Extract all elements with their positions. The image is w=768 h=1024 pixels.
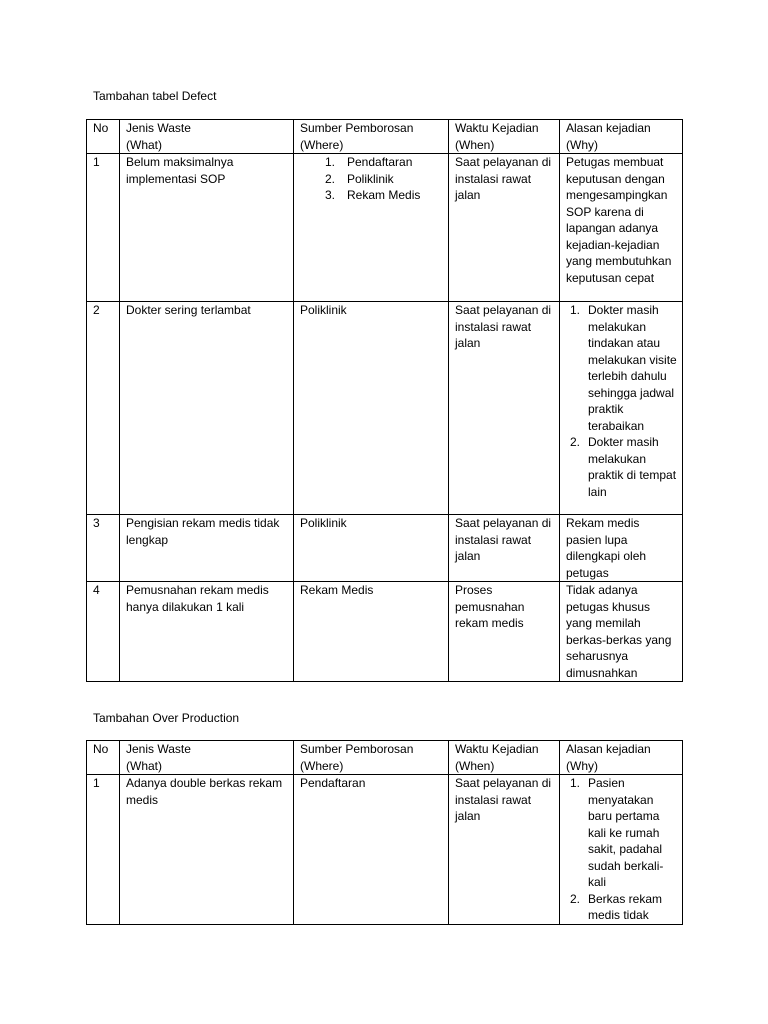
cell-where: Poliklinik [294, 515, 449, 582]
list-number: 2. [325, 171, 336, 186]
cell-what: Pengisian rekam medis tidak lengkap [120, 515, 294, 582]
header-why-label: Alasan kejadian [566, 742, 651, 756]
header-no: No [87, 120, 120, 154]
table-header-row [87, 120, 683, 154]
list-item [566, 302, 678, 434]
list-number: 1. [570, 303, 581, 317]
cell-when: Proses pemusnahan rekam medis [449, 582, 560, 682]
list-number: 3. [325, 188, 336, 202]
list-number: 1. [325, 155, 336, 169]
list-item-text: Poliklinik [347, 171, 394, 186]
list-item [566, 891, 678, 924]
cell-when: Saat pelayanan di instalasi rawat jalan [449, 154, 560, 302]
list-item-text: Pasien menyatakan baru pertama kali ke rumah sakit, padahal sudah berkali-kali [588, 776, 664, 889]
cell-why: Tidak adanya petugas khusus yang memilah berkas-berkas yang seharusnya dimusnahkan [560, 582, 683, 682]
over-production-table [86, 740, 683, 925]
list-number: 2. [570, 435, 581, 449]
why-list [566, 302, 678, 500]
cell-why: Petugas membuat keputusan dengan mengesampingkan SOP karena di lapangan adanya kejadian-kejadian yang membutuhkan keputusan cepat [560, 154, 683, 302]
cell-what: Pemusnahan rekam medis hanya dilakukan 1 kali [120, 582, 294, 682]
cell-no: 4 [87, 582, 120, 682]
list-number: 1. [570, 776, 581, 790]
cell-no: 3 [87, 515, 120, 582]
header-what [120, 741, 294, 775]
header-when [449, 120, 560, 154]
cell-what: Adanya double berkas rekam medis [120, 775, 294, 925]
cell-why: Rekam medis pasien lupa dilengkapi oleh petugas [560, 515, 683, 582]
header-when-sub: (When) [455, 137, 495, 152]
header-why-sub: (Why) [566, 137, 598, 152]
cell-why [560, 775, 683, 925]
section-title-over-production: Tambahan Over Production [93, 711, 240, 725]
list-item [300, 187, 444, 204]
list-item [300, 171, 444, 188]
list-item [566, 775, 678, 891]
header-why [560, 120, 683, 154]
list-item-text: Berkas rekam medis tidak [588, 891, 663, 922]
list-item [300, 154, 444, 171]
cell-what: Dokter sering terlambat [120, 302, 294, 515]
cell-when: Saat pelayanan di instalasi rawat jalan [449, 302, 560, 515]
table-row [87, 302, 683, 515]
list-item [566, 434, 678, 500]
list-number: 2. [570, 891, 581, 906]
header-when-sub: (When) [455, 758, 495, 773]
header-where [294, 741, 449, 775]
cell-where: Rekam Medis [294, 582, 449, 682]
list-item-text: Rekam Medis [347, 188, 421, 202]
why-list [566, 775, 678, 924]
list-item-text: Pendaftaran [347, 155, 413, 169]
header-when-label: Waktu Kejadian [455, 121, 539, 135]
header-where-label: Sumber Pemborosan [300, 121, 414, 135]
cell-no: 2 [87, 302, 120, 515]
list-item-text: Dokter masih melakukan tindakan atau melakukan visite terlebih dahulu sehingga jadwal praktik terabaikan [588, 303, 677, 433]
header-what [120, 120, 294, 154]
where-list [300, 154, 444, 204]
cell-what: Belum maksimalnya implementasi SOP [120, 154, 294, 302]
header-what-label: Jenis Waste [126, 121, 191, 135]
table-row [87, 515, 683, 582]
header-where [294, 120, 449, 154]
header-where-label: Sumber Pemborosan [300, 742, 414, 756]
table-row [87, 154, 683, 302]
list-item-text: Dokter masih melakukan praktik di tempat lain [588, 435, 677, 499]
table-header-row [87, 741, 683, 775]
cell-no: 1 [87, 775, 120, 925]
defect-table [86, 119, 683, 682]
header-why-label: Alasan kejadian [566, 121, 651, 135]
header-where-sub: (Where) [300, 137, 344, 152]
header-why-sub: (Why) [566, 758, 598, 773]
cell-where [294, 154, 449, 302]
cell-where: Pendaftaran [294, 775, 449, 925]
header-no: No [87, 741, 120, 775]
header-what-sub: (What) [126, 758, 162, 773]
header-what-sub: (What) [126, 137, 162, 152]
cell-when: Saat pelayanan di instalasi rawat jalan [449, 515, 560, 582]
table-row [87, 775, 683, 925]
cell-where: Poliklinik [294, 302, 449, 515]
header-why [560, 741, 683, 775]
header-where-sub: (Where) [300, 758, 344, 773]
cell-why [560, 302, 683, 515]
cell-when: Saat pelayanan di instalasi rawat jalan [449, 775, 560, 925]
header-what-label: Jenis Waste [126, 742, 191, 756]
cell-no: 1 [87, 154, 120, 302]
header-when [449, 741, 560, 775]
table-row [87, 582, 683, 682]
header-when-label: Waktu Kejadian [455, 742, 539, 756]
section-title-defect: Tambahan tabel Defect [93, 89, 217, 103]
